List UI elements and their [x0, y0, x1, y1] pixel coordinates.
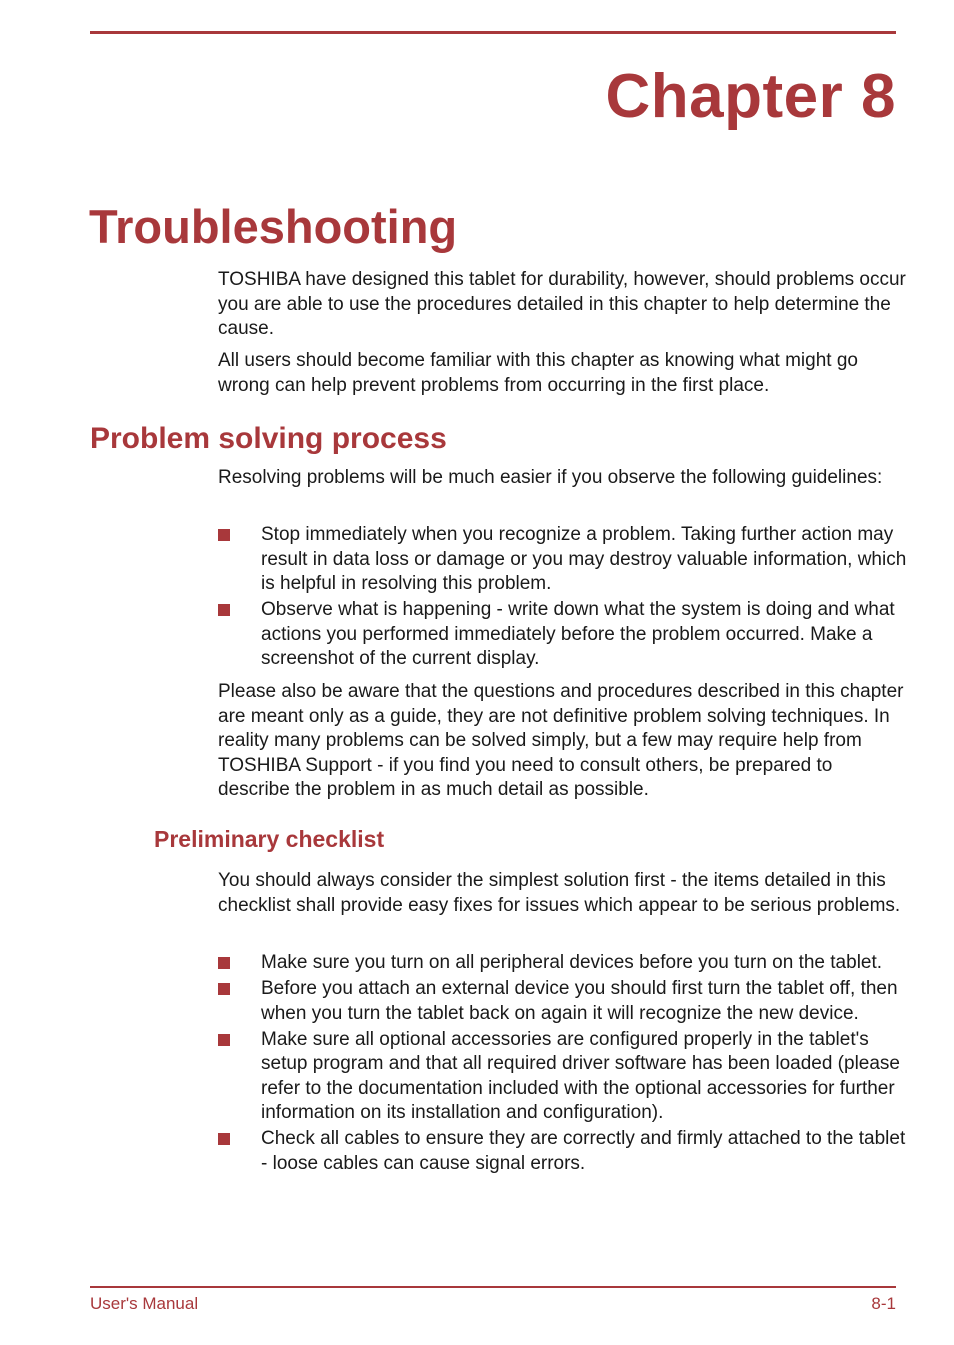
list-item: [218, 951, 908, 976]
problem-solving-note: Please also be aware that the questions and procedures described in this chapter are meant only as a guide, they are not definitive problem solving techniques. In reality many problems can be solved simply, but a few may require help from TOSHIBA Support - if you find you need to consult others, be prepared to describe the problem in as much detail as possible.: [218, 681, 904, 800]
list-item-text: Make sure all optional accessories are configured properly in the tablet's setup program and that all required driver software has been loaded (please refer to the documentation included with the optional accessories for further information on its installation and configuration).: [261, 1028, 900, 1123]
section-title-problem-solving: Problem solving process: [90, 422, 447, 455]
list-item: [218, 523, 908, 597]
list-item-text: Before you attach an external device you should first turn the tablet off, then when you turn the tablet back on again it will recognize the new device.: [261, 978, 898, 1024]
list-item-text: Check all cables to ensure they are correctly and firmly attached to the tablet - loose cables can cause signal errors.: [261, 1128, 906, 1174]
intro-paragraph-2: All users should become familiar with this chapter as knowing what might go wrong can help prevent problems from occurring in the first place.: [218, 350, 858, 396]
header-rule: [90, 31, 896, 34]
list-item: [218, 598, 908, 672]
footer-manual-title: User's Manual: [90, 1294, 199, 1313]
checklist-list: [218, 951, 908, 1178]
subsection-title-checklist: Preliminary checklist: [154, 826, 385, 852]
square-bullet-icon: [218, 1133, 230, 1145]
problem-solving-lead: Resolving problems will be much easier if you observe the following guidelines:: [218, 467, 883, 488]
list-item: [218, 1127, 908, 1176]
list-item-text: Make sure you turn on all peripheral devices before you turn on the tablet.: [261, 952, 883, 973]
square-bullet-icon: [218, 529, 230, 541]
list-item: [218, 977, 908, 1026]
footer-page-number: 8-1: [871, 1294, 896, 1313]
page-title: Troubleshooting: [89, 200, 458, 253]
list-item-text: Observe what is happening - write down what the system is doing and what actions you performed immediately before the problem occurred. Make a screenshot of the current display.: [261, 599, 895, 669]
square-bullet-icon: [218, 1034, 230, 1046]
checklist-lead: You should always consider the simplest solution first - the items detailed in this checklist shall provide easy fixes for issues which appear to be serious problems.: [218, 870, 901, 916]
square-bullet-icon: [218, 983, 230, 995]
intro-paragraph-1: TOSHIBA have designed this tablet for durability, however, should problems occur you are able to use the procedures detailed in this chapter to help determine the cause.: [218, 269, 906, 339]
square-bullet-icon: [218, 957, 230, 969]
list-item-text: Stop immediately when you recognize a problem. Taking further action may result in data loss or damage or you may destroy valuable information, which is helpful in resolving this problem.: [261, 524, 907, 594]
list-item: [218, 1028, 908, 1126]
problem-solving-list: [218, 523, 908, 673]
square-bullet-icon: [218, 604, 230, 616]
footer-rule: [90, 1286, 896, 1288]
chapter-label: Chapter 8: [605, 62, 896, 131]
